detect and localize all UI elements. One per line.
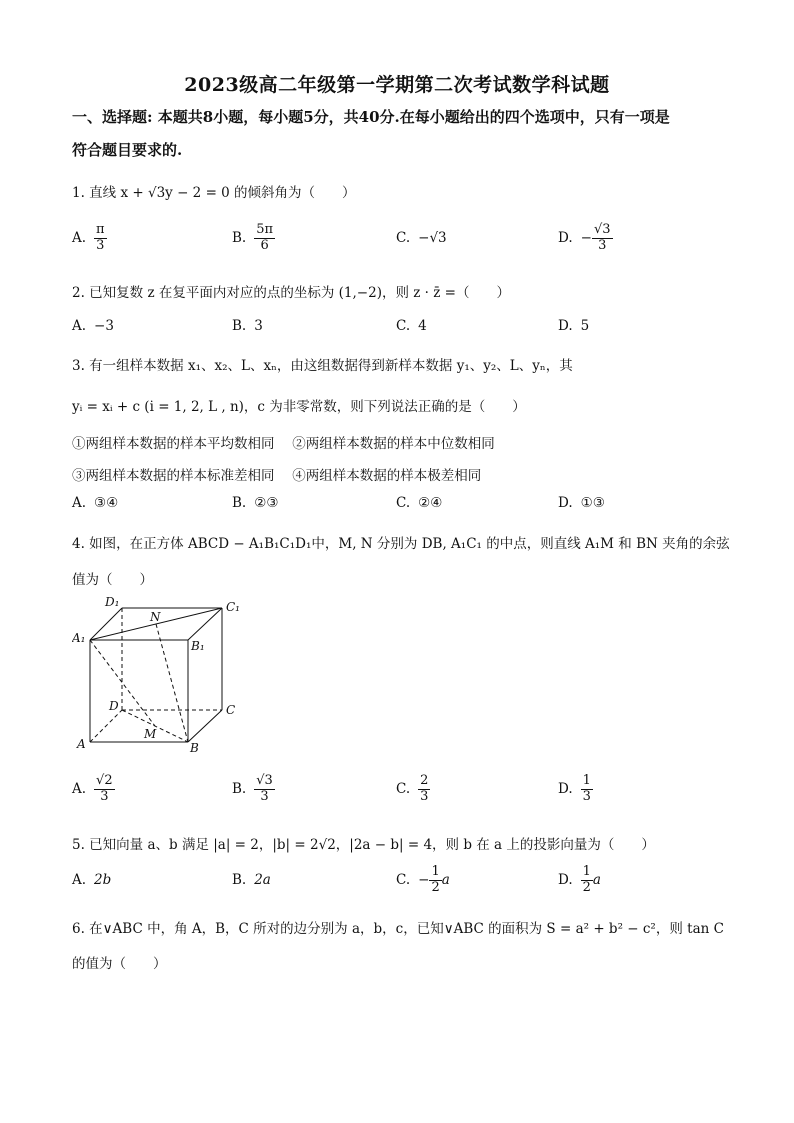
question-2-options [72,308,732,344]
option-a[interactable]: A. 2b [72,872,112,888]
option-a[interactable]: A. $\frac{√2}{3}$ [72,772,113,804]
option-b[interactable]: B. $\frac{√3}{3}$ [232,772,273,804]
option-c[interactable]: C. $\frac{2}{3}$ [396,772,429,804]
option-a[interactable]: A. ③④ [72,495,119,511]
question-3-stem-line-2: yᵢ = xᵢ + c (i = 1, 2, L , n)，c 为非零常数，则下列说法正确的是（ ） [72,399,526,415]
question-6-stem-line-2: 的值为（ ） [72,956,167,972]
question-1-options [72,220,732,256]
question-4-options [72,771,732,807]
option-d[interactable]: D. 5 [558,318,590,334]
question-1-stem: 1. 直线 x + √3y − 2 = 0 的倾斜角为（ ） [72,185,356,201]
label-n: N [150,610,161,624]
label-d1: D₁ [105,595,120,609]
section-heading-line-1: 一、选择题: 本题共8小题，每小题5分，共40分.在每小题给出的四个选项中，只有一项是 [72,108,670,126]
label-m: M [144,727,157,741]
section-heading-line-2: 符合题目要求的. [72,141,183,159]
option-b[interactable]: B. ②③ [232,495,279,511]
option-c[interactable]: C. ②④ [396,495,443,511]
option-d[interactable]: D. $\frac{1}{2}$ a [558,863,601,895]
question-3-statements-3-4: ③两组样本数据的样本标准差相同 ④两组样本数据的样本极差相同 [72,468,482,484]
option-a[interactable]: A. $\frac{\pi}{3}$ [72,221,105,253]
option-c[interactable]: C. − $\frac{1}{2}$ a [396,863,450,895]
option-b[interactable]: B. $\frac{5\pi}{6}$ [232,221,274,253]
option-d[interactable]: D. $\frac{1}{3}$ [558,772,591,804]
option-d[interactable]: D. − $\frac{√3}{3}$ [558,221,611,253]
question-5-options [72,862,732,898]
label-a1: A₁ [72,631,86,645]
label-c1: C₁ [226,600,240,614]
segment-n-b [156,624,188,742]
edge-a1-d1 [90,608,122,640]
question-6-stem-line-1: 6. 在∨ABC 中，角 A，B，C 所对的边分别为 a，b，c，已知∨ABC 的面积为 S = a² + b² − c²，则 tan C [72,921,724,937]
edge-a-d [90,710,122,742]
cube-figure [72,592,252,762]
page-title: 2023级高二年级第一学期第二次考试数学科试题 [184,74,610,96]
question-5-stem: 5. 已知向量 a、b 满足 |a| = 2，|b| = 2√2，|2a − b| = 4，则 b 在 a 上的投影向量为（ ） [72,837,655,853]
question-3-stem-line-1: 3. 有一组样本数据 x₁、x₂、L、xₙ，由这组数据得到新样本数据 y₁、y₂、L、yₙ，其 [72,358,573,374]
option-b[interactable]: B. 2a [232,872,271,888]
label-b1: B₁ [191,639,205,653]
label-d: D [109,699,119,713]
option-a[interactable]: A. −3 [72,318,114,334]
label-a: A [77,737,86,751]
option-b[interactable]: B. 3 [232,318,263,334]
question-4-stem-line-1: 4. 如图，在正方体 ABCD − A₁B₁C₁D₁中，M, N 分别为 DB, A₁C₁ 的中点，则直线 A₁M 和 BN 夹角的余弦 [72,536,730,552]
question-3-statements-1-2: ①两组样本数据的样本平均数相同 ②两组样本数据的样本中位数相同 [72,436,495,452]
question-2-stem: 2. 已知复数 z 在复平面内对应的点的坐标为 (1,−2)，则 z · z̄ =（ ） [72,285,510,301]
option-d[interactable]: D. ①③ [558,495,605,511]
option-c[interactable]: C. −√3 [396,230,447,246]
label-c: C [226,703,236,717]
edge-b1-c1 [188,608,222,640]
question-4-stem-line-2: 值为（ ） [72,572,153,588]
label-b: B [190,741,199,755]
edge-b-c [188,710,222,742]
option-c[interactable]: C. 4 [396,318,427,334]
question-3-options [72,485,732,521]
